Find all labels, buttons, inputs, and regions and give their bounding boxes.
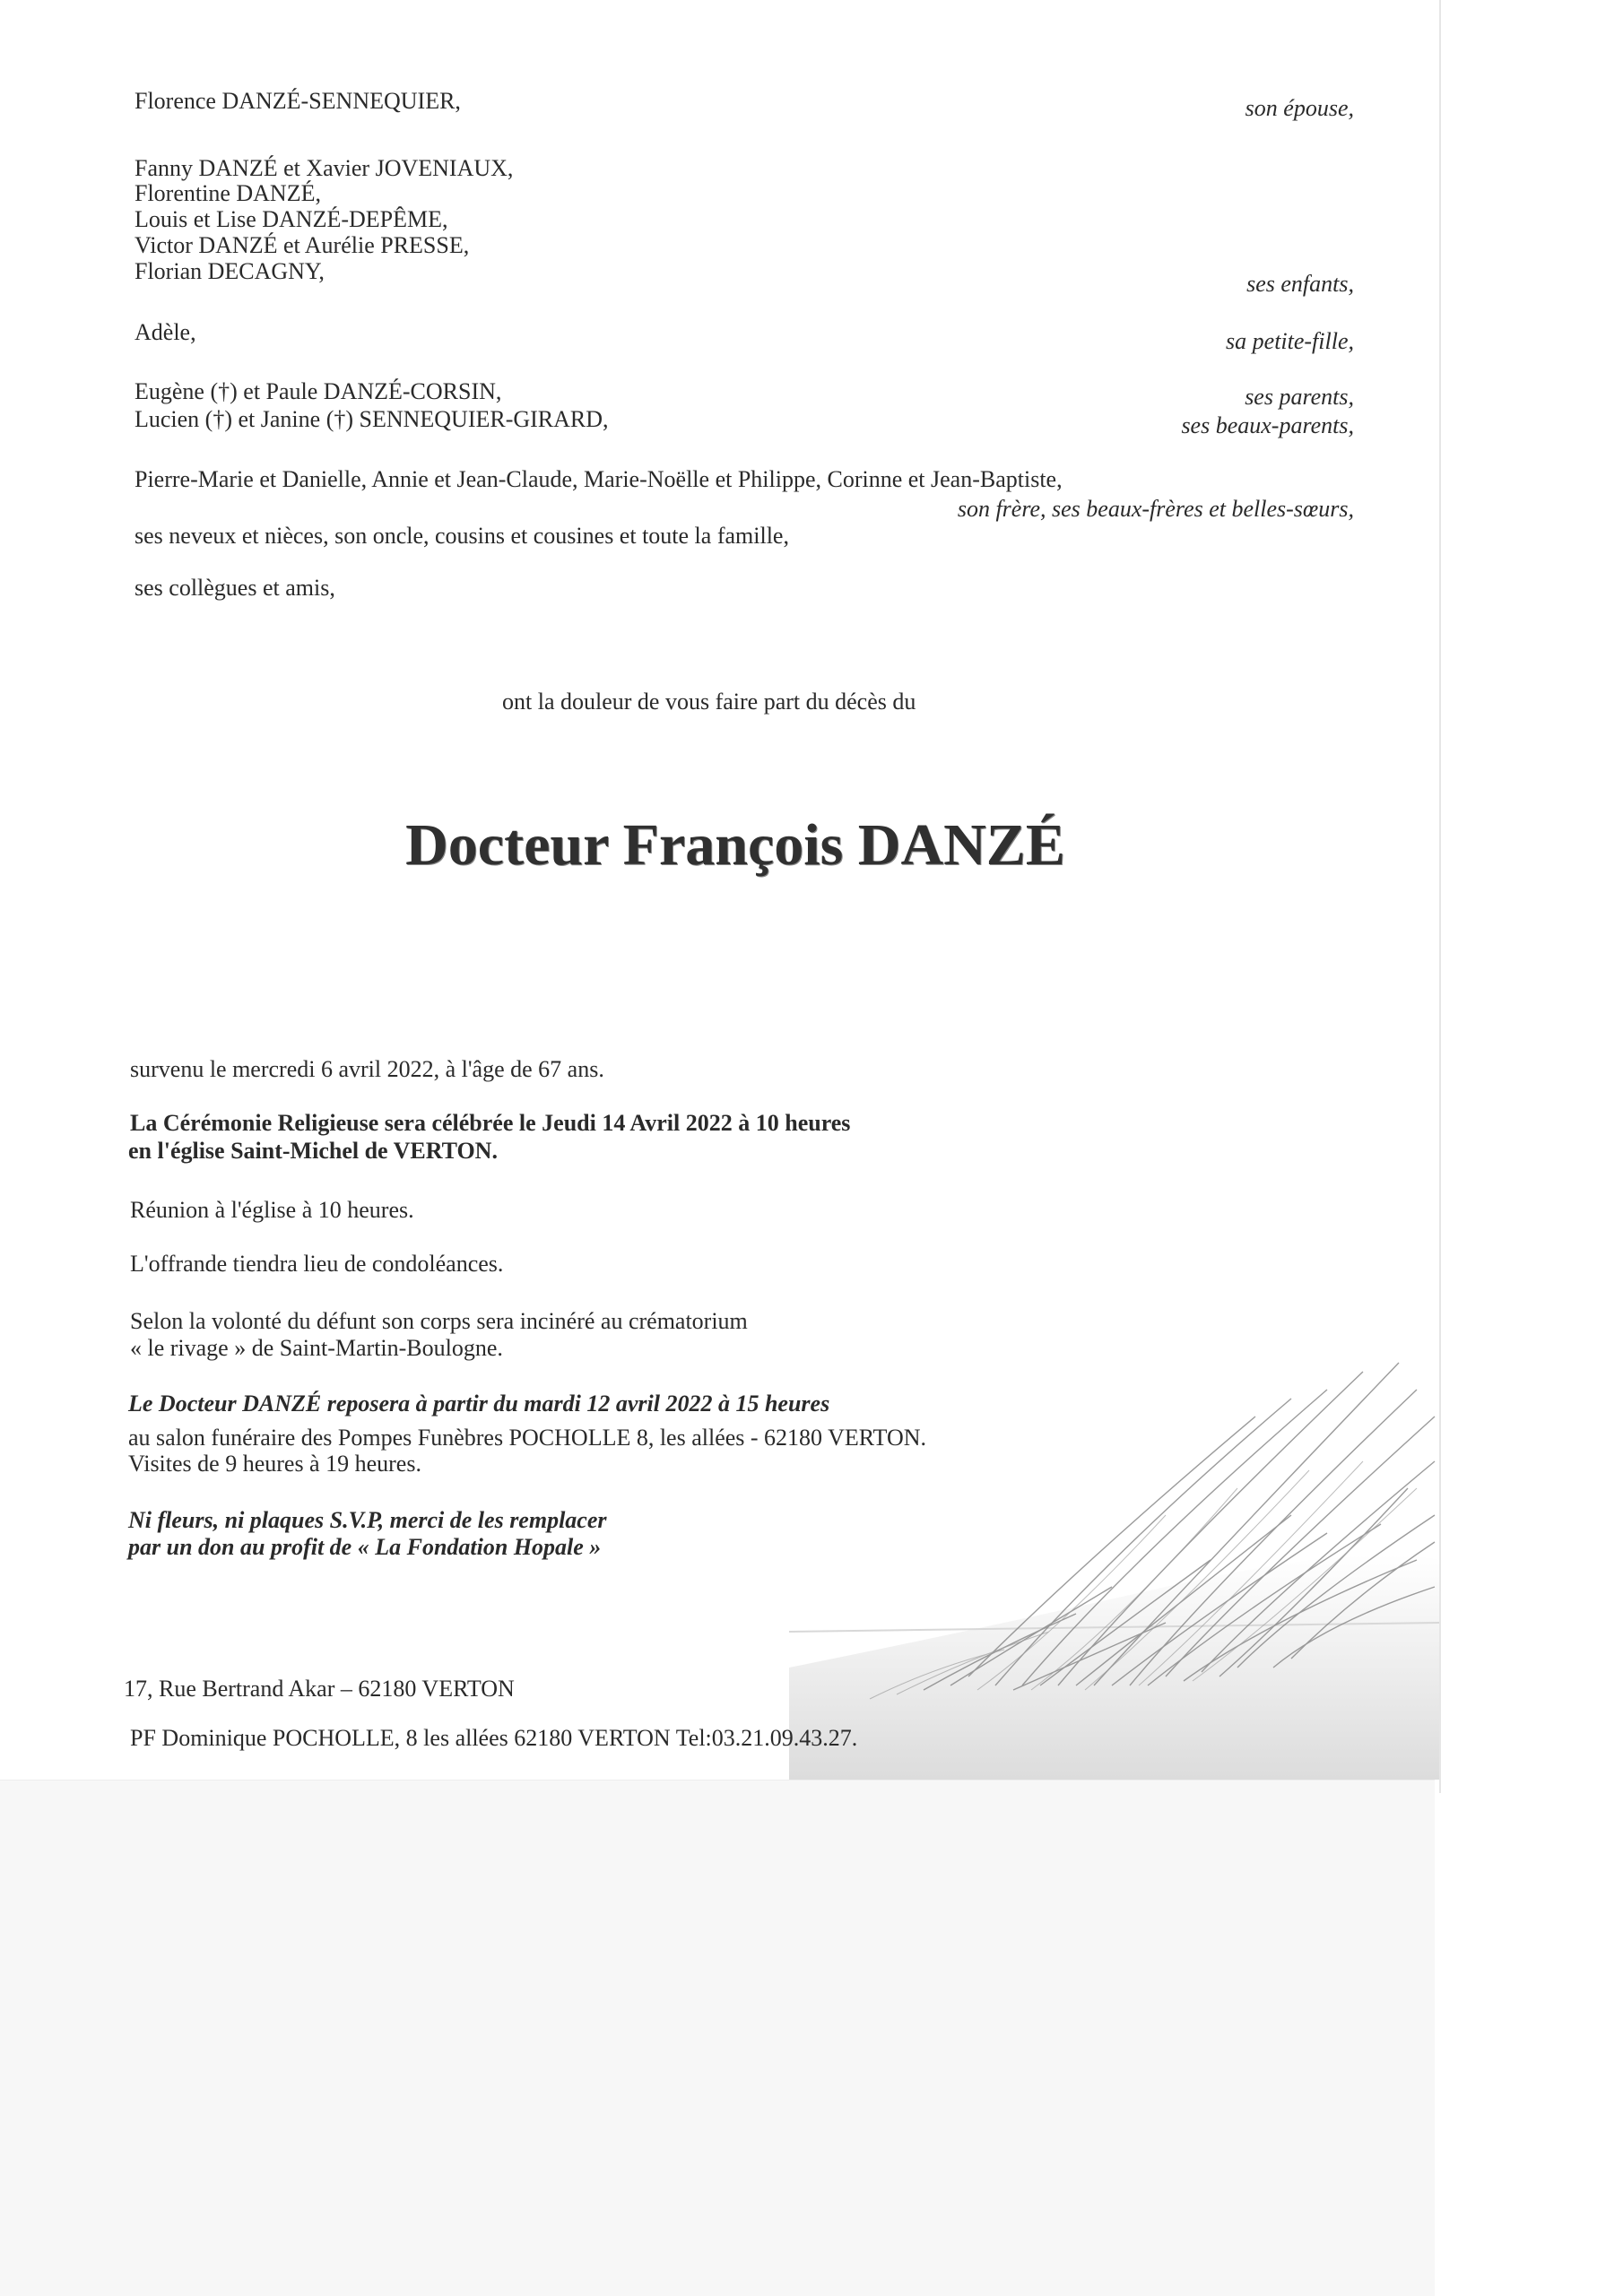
flowers-line-1: Ni fleurs, ni plaques S.V.P, merci de les remplacer: [128, 1507, 607, 1533]
granddaughter-role: sa petite-fille,: [1226, 328, 1354, 354]
rest-line-3: Visites de 9 heures à 19 heures.: [128, 1451, 421, 1477]
child-4: Victor DANZÉ et Aurélie PRESSE,: [135, 232, 470, 258]
siblings-names: Pierre-Marie et Danielle, Annie et Jean-Claude, Marie-Noëlle et Philippe, Corinne et Jean-Baptiste,: [135, 466, 1063, 492]
spouse-name: Florence DANZÉ-SENNEQUIER,: [135, 88, 461, 114]
cremation-line-2: « le rivage » de Saint-Martin-Boulogne.: [130, 1335, 503, 1361]
child-3: Louis et Lise DANZÉ-DEPÊME,: [135, 206, 448, 232]
in-laws-name: Lucien (†) et Janine (†) SENNEQUIER-GIRARD,: [135, 406, 609, 432]
child-5: Florian DECAGNY,: [135, 258, 325, 284]
scan-edge-right: [1439, 0, 1441, 1793]
rest-line-1: Le Docteur DANZÉ reposera à partir du mardi 12 avril 2022 à 15 heures: [128, 1391, 830, 1417]
parents-name: Eugène (†) et Paule DANZÉ-CORSIN,: [135, 378, 502, 404]
ceremony-line-1: La Cérémonie Religieuse sera célébrée le Jeudi 14 Avril 2022 à 10 heures: [130, 1110, 851, 1136]
death-info: survenu le mercredi 6 avril 2022, à l'âge de 67 ans.: [130, 1056, 604, 1082]
in-laws-role: ses beaux-parents,: [1181, 412, 1354, 438]
parents-role: ses parents,: [1245, 384, 1354, 410]
deceased-name: Docteur François DANZÉ: [405, 812, 1065, 878]
siblings-role: son frère, ses beaux-frères et belles-sœurs,: [957, 496, 1354, 522]
beach-grass-illustration: [789, 1291, 1439, 1780]
rest-line-2: au salon funéraire des Pompes Funèbres POCHOLLE 8, les allées - 62180 VERTON.: [128, 1425, 926, 1451]
scan-bottom-margin: [0, 1780, 1435, 2296]
extended-family: ses neveux et nièces, son oncle, cousins et cousines et toute la famille,: [135, 523, 789, 549]
offering-info: L'offrande tiendra lieu de condoléances.: [130, 1251, 504, 1277]
flowers-line-2: par un don au profit de « La Fondation Hopale »: [128, 1534, 602, 1560]
announcement-text: ont la douleur de vous faire part du décès du: [502, 689, 916, 715]
child-2: Florentine DANZÉ,: [135, 180, 321, 206]
colleagues: ses collègues et amis,: [135, 575, 335, 601]
children-role: ses enfants,: [1246, 271, 1354, 297]
child-1: Fanny DANZÉ et Xavier JOVENIAUX,: [135, 155, 514, 181]
cremation-line-1: Selon la volonté du défunt son corps sera incinéré au crématorium: [130, 1308, 748, 1334]
meeting-info: Réunion à l'église à 10 heures.: [130, 1197, 414, 1223]
ceremony-line-2: en l'église Saint-Michel de VERTON.: [128, 1138, 498, 1164]
funeral-home: PF Dominique POCHOLLE, 8 les allées 62180 VERTON Tel:03.21.09.43.27.: [130, 1725, 858, 1751]
address: 17, Rue Bertrand Akar – 62180 VERTON: [124, 1676, 515, 1702]
granddaughter-name: Adèle,: [135, 319, 196, 345]
spouse-role: son épouse,: [1245, 95, 1354, 121]
